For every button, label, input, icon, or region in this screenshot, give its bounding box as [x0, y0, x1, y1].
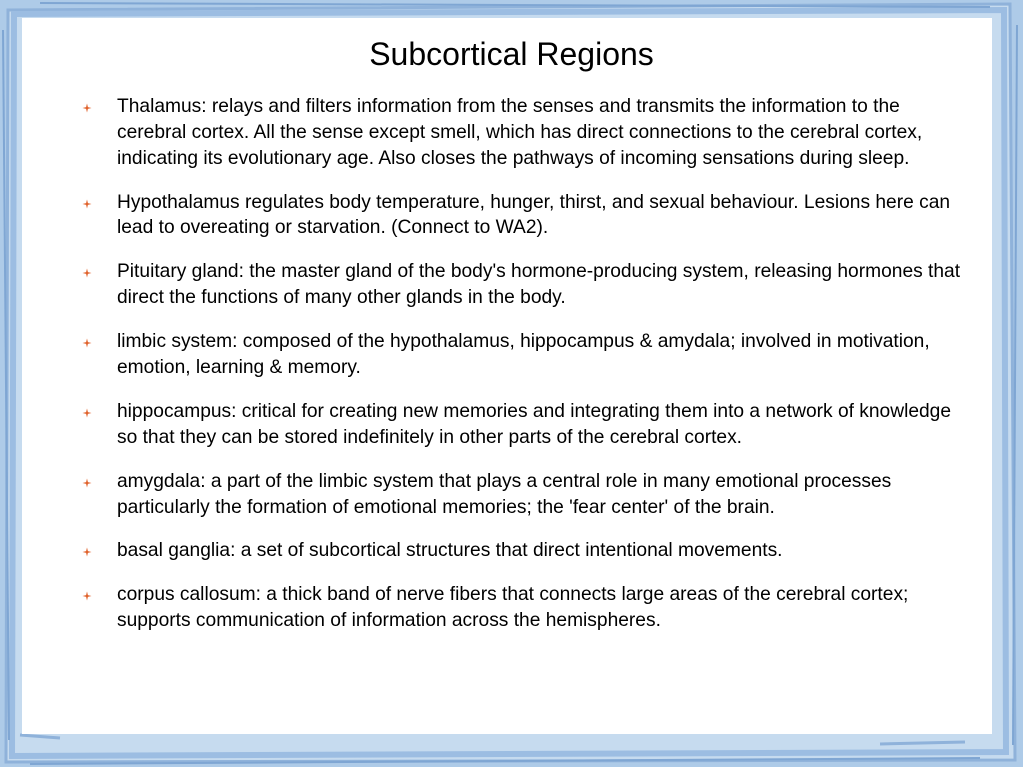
list-item	[82, 582, 962, 634]
bullet-star-icon	[82, 591, 92, 601]
list-item	[82, 94, 962, 171]
bullet-text: basal ganglia: a set of subcortical structures that direct intentional movements.	[117, 540, 783, 562]
bullet-text: hippocampus: critical for creating new memories and integrating them into a network of knowledge so that they can be stored indefinitely in other parts of the cerebral cortex.	[117, 400, 952, 448]
bullet-star-icon	[82, 103, 92, 113]
list-item	[82, 538, 962, 564]
list-item	[82, 190, 962, 242]
bullet-star-icon	[82, 547, 92, 557]
bullet-text: amygdala: a part of the limbic system that plays a central role in many emotional processes particularly the formation of emotional memories; the 'fear center' of the brain.	[117, 470, 892, 518]
bullet-star-icon	[82, 338, 92, 348]
bullet-text: corpus callosum: a thick band of nerve fibers that connects large areas of the cerebral cortex; supports communication of information across the hemispheres.	[117, 584, 909, 632]
bullet-star-icon	[82, 408, 92, 418]
bullet-text: Thalamus: relays and filters information from the senses and transmits the information to the cerebral cortex. All the sense except smell, which has direct connections to the cerebral cortex, indicating its evolutionary age. Also closes the pathways of incoming sensations during sleep.	[117, 96, 923, 169]
slide-title: Subcortical Regions	[369, 36, 654, 72]
content-card	[22, 18, 992, 734]
bullet-star-icon	[82, 268, 92, 278]
bullet-list	[82, 94, 962, 652]
bullet-star-icon	[82, 199, 92, 209]
list-item	[82, 469, 962, 521]
list-item	[82, 259, 962, 311]
bullet-text: Hypothalamus regulates body temperature, hunger, thirst, and sexual behaviour. Lesions here can lead to overeating or starvation. (Connect to WA2).	[117, 191, 951, 239]
bullet-star-icon	[82, 478, 92, 488]
list-item	[82, 399, 962, 451]
list-item	[82, 329, 962, 381]
bullet-text: Pituitary gland: the master gland of the body's hormone-producing system, releasing hormones that direct the functions of many other glands in the body.	[117, 261, 961, 309]
bullet-text: limbic system: composed of the hypothalamus, hippocampus & amydala; involved in motivation, emotion, learning & memory.	[117, 331, 930, 378]
